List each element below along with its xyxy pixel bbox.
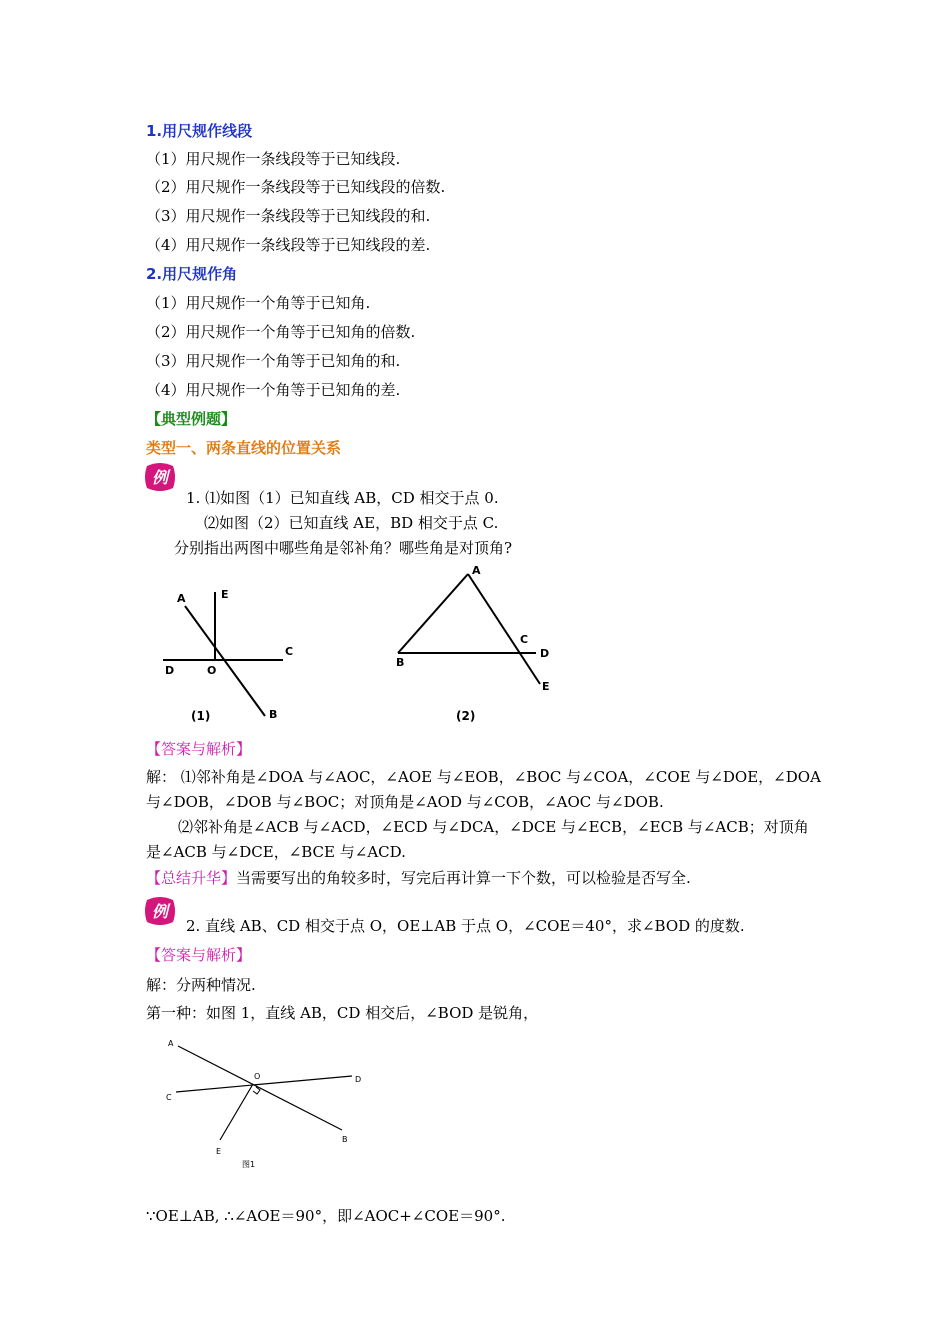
fig1-label-d: D [165,664,175,677]
section2-title: 2.用尺规作角 [146,265,238,283]
summary-tag: 【总结升华】 [146,869,237,887]
tu1-label-d: D [355,1075,362,1084]
fig2-label-b: B [396,656,405,669]
example1-line3: 分别指出两图中哪些角是邻补角？哪些角是对顶角? [174,539,513,557]
examples-heading: 【典型例题】 [146,410,237,428]
fig1-label-b: B [269,708,278,721]
fig1-label-e: E [221,588,229,601]
answer2-tag: 【答案与解析】 [146,946,252,964]
tu1-caption: 图1 [242,1160,256,1169]
section1-item-3: （3）用尺规作一条线段等于已知线段的和. [146,207,431,225]
section1-title: 1.用尺规作线段 [146,122,253,140]
figure-2 [390,560,560,730]
summary-text: 当需要写出的角较多时，写完后再计算一下个数，可以检验是否写全. [236,869,691,887]
fig2-caption: (2) [456,709,476,723]
answer1-line3: ⑵邻补角是∠ACB 与∠ACD，∠ECD 与∠DCA，∠DCE 与∠ECB，∠ECB 与∠ACB；对顶角 [178,818,809,836]
example-badge-icon [143,462,177,492]
figure-1 [155,578,315,728]
answer2-line2: 第一种：如图 1，直线 AB，CD 相交后，∠BOD 是锐角， [146,1004,539,1022]
section2-item-1: （1）用尺规作一个角等于已知角. [146,294,371,312]
fig1-label-c: C [285,645,294,658]
fig2-label-c: C [520,633,529,646]
tu1-label-o: O [254,1072,261,1081]
answer2-line3: ∵OE⊥AB, ∴∠AOE＝90°，即∠AOC+∠COE＝90°. [146,1207,506,1225]
fig2-label-e: E [542,680,550,693]
example2-text: 2. 直线 AB、CD 相交于点 O，OE⊥AB 于点 O，∠COE＝40°，求∠BOD 的度数. [186,917,745,935]
section2-item-4: （4）用尺规作一个角等于已知角的差. [146,381,401,399]
tu1-label-b: B [342,1135,348,1144]
figure-tu1 [160,1032,380,1177]
answer1-line2: 与∠DOB，∠DOB 与∠BOC；对顶角是∠AOD 与∠COB，∠AOC 与∠DOB. [146,793,664,811]
section2-item-3: （3）用尺规作一个角等于已知角的和. [146,352,401,370]
answer1-line1: 解： ⑴邻补角是∠DOA 与∠AOC，∠AOE 与∠EOB，∠BOC 与∠COA，∠COE 与∠DOE，∠DOA [146,768,821,786]
svg-text:例: 例 [151,902,169,921]
fig1-label-o: O [207,664,217,677]
fig1-label-a: A [177,592,186,605]
section1-item-1: （1）用尺规作一条线段等于已知线段. [146,150,401,168]
answer2-line1: 解：分两种情况. [146,976,256,994]
section2-item-2: （2）用尺规作一个角等于已知角的倍数. [146,323,416,341]
section1-item-4: （4）用尺规作一条线段等于已知线段的差. [146,236,431,254]
example1-line2: ⑵如图（2）已知直线 AE，BD 相交于点 C. [204,514,499,532]
answer1-tag: 【答案与解析】 [146,740,252,758]
svg-text:例: 例 [151,468,169,487]
tu1-label-c: C [166,1093,172,1102]
example1-line1: 1. ⑴如图（1）已知直线 AB，CD 相交于点 0. [186,489,499,507]
type1-heading: 类型一、两条直线的位置关系 [146,439,342,457]
summary-line [146,868,691,888]
example-badge-icon [143,896,177,926]
section1-item-2: （2）用尺规作一条线段等于已知线段的倍数. [146,178,446,196]
fig2-label-d: D [540,647,550,660]
tu1-label-a: A [168,1039,174,1048]
fig2-label-a: A [472,564,481,577]
tu1-label-e: E [216,1147,222,1156]
answer1-line4: 是∠ACB 与∠DCE，∠BCE 与∠ACD. [146,843,406,861]
fig1-caption: (1) [191,709,211,723]
